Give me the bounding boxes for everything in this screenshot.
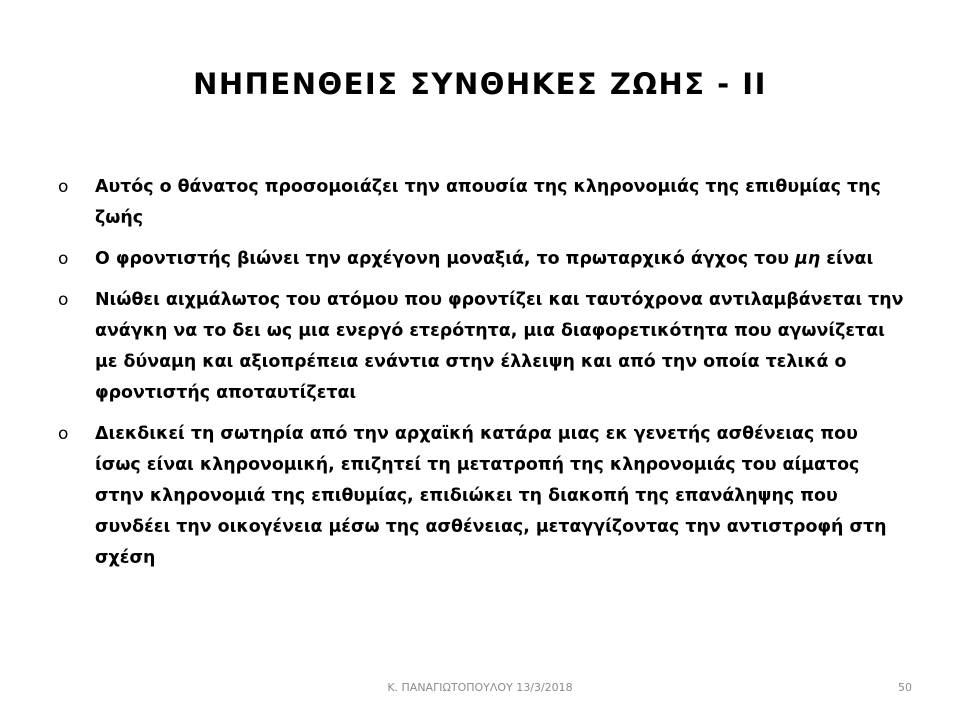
slide-number: 50 bbox=[898, 681, 912, 694]
bullet-marker-icon: o bbox=[58, 424, 69, 444]
bullet-text: Αυτός ο θάνατος προσομοιάζει την απουσία της κληρονομιάς της επιθυμίας της ζωής bbox=[95, 177, 881, 228]
footer-author-date: Κ. ΠΑΝΑΓΙΩΤΟΠΟΥΛΟΥ 13/3/2018 bbox=[387, 681, 573, 694]
bullet-marker-icon: o bbox=[58, 249, 69, 269]
bullet-text: Ο φροντιστής βιώνει την αρχέγονη μοναξιά, το πρωταρχικό άγχος του bbox=[95, 249, 796, 269]
bullet-list bbox=[48, 172, 908, 584]
bullet-item bbox=[48, 419, 908, 574]
bullet-item bbox=[48, 172, 908, 234]
bullet-item bbox=[48, 244, 908, 275]
bullet-marker-icon: o bbox=[58, 177, 69, 197]
bullet-marker-icon: o bbox=[58, 290, 69, 310]
bullet-text: Νιώθει αιχμάλωτος του ατόμου που φροντίζει και ταυτόχρονα αντιλαμβάνεται την ανάγκη να το δει ως μια ενεργό ετερότητα, μια διαφορετικότητα που αγωνίζεται με δύναμη και αξιοπρέπεια ενάντια στην έλλειψη και από την οποία τελικά ο φροντιστής αποταυτίζεται bbox=[95, 290, 904, 403]
bullet-text-italic: μη bbox=[795, 249, 821, 269]
bullet-text: είναι bbox=[820, 249, 874, 269]
bullet-text: Διεκδικεί τη σωτηρία από την αρχαϊκή κατάρα μιας εκ γενετής ασθένειας που ίσως είναι κληρονομική, επιζητεί τη μετατροπή της κληρονομιάς του αίματος στην κληρονομιά της επιθυμίας, επιδιώκει τη διακοπή της επανάληψης που συνδέει την οικογένεια μέσω της ασθένειας, μεταγγίζοντας την αντιστροφή στη σχέση bbox=[95, 424, 887, 568]
bullet-item bbox=[48, 285, 908, 409]
slide-title: ΝΗΠΕΝΘΕΙΣ ΣΥΝΘΗΚΕΣ ΖΩΗΣ - ΙΙ bbox=[193, 67, 767, 101]
